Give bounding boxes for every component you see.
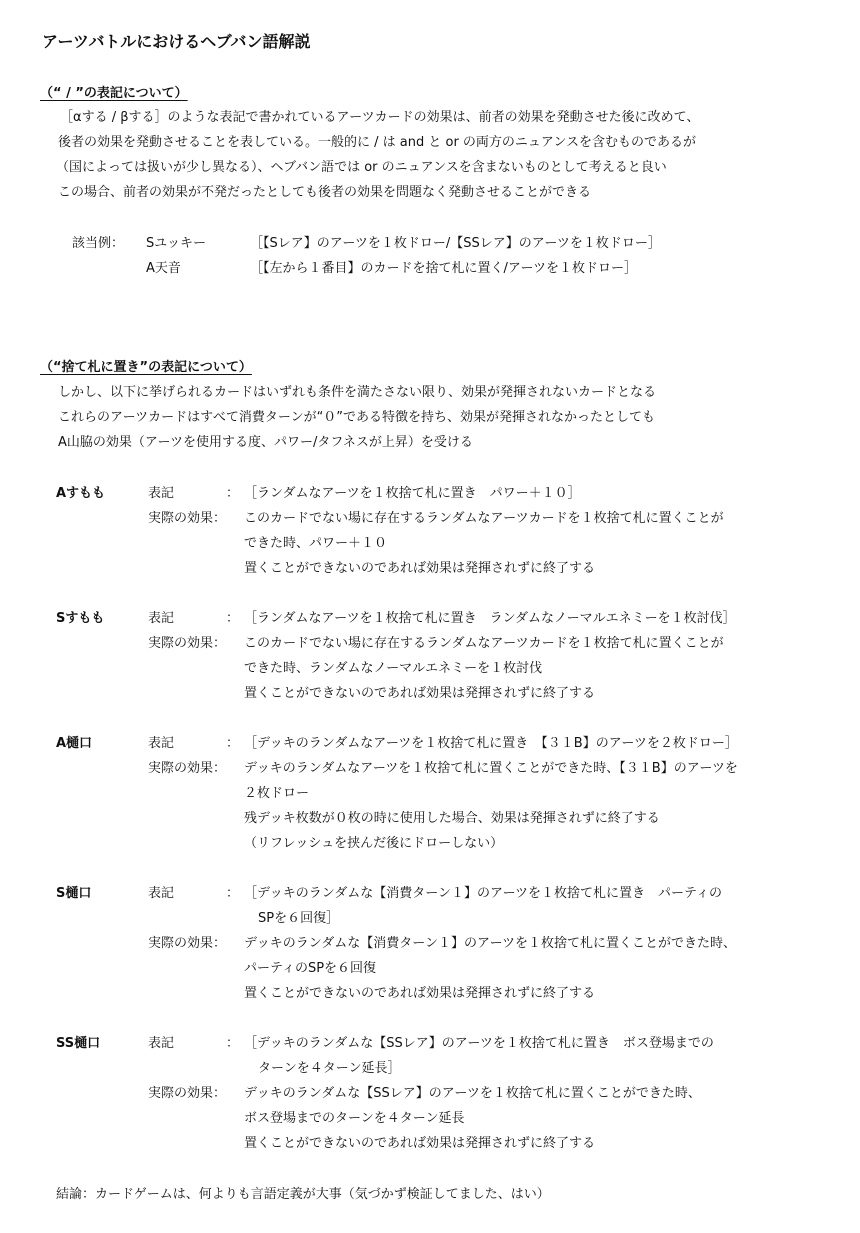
- effect-label: 実際の効果：: [148, 936, 227, 951]
- section-heading-discard: （“捨て札に置き”の表記について）: [40, 360, 252, 375]
- notation-label: 表記: [148, 611, 175, 626]
- paragraph-line: これらのアーツカードはすべて消費ターンが“０”である特徴を持ち、効果が発揮されなかったとしても: [58, 410, 656, 425]
- effect-label: 実際の効果：: [148, 1086, 227, 1101]
- card-effect: ボス登場までのターンを４ターン延長: [244, 1111, 465, 1126]
- card-name: Aすもも: [56, 486, 106, 501]
- notation-label: 表記: [148, 736, 175, 751]
- card-effect: デッキのランダムなアーツを１枚捨て札に置くことができた時、【３１B】のアーツを: [244, 761, 738, 776]
- paragraph-line: ［αする / βする］のような表記で書かれているアーツカードの効果は、前者の効果を発動させた後に改めて、: [60, 110, 700, 125]
- paragraph-line: この場合、前者の効果が不発だったとしても後者の効果を問題なく発動させることができる: [58, 185, 592, 200]
- card-effect: 置くことができないのであれば効果は発揮されずに終了する: [244, 986, 596, 1001]
- page-title: アーツバトルにおけるヘブバン語解説: [42, 32, 311, 51]
- card-notation: ［ランダムなアーツを１枚捨て札に置き パワー＋１０］: [244, 486, 581, 501]
- conclusion: 結論：カードゲームは、何よりも言語定義が大事（気づかず検証してました、はい）: [56, 1187, 550, 1202]
- notation-label: 表記: [148, 886, 175, 901]
- notation-colon: ：: [226, 736, 240, 751]
- card-notation: SPを６回復］: [258, 911, 340, 926]
- card-notation: ［デッキのランダムなアーツを１枚捨て札に置き 【３１B】のアーツを２枚ドロー］: [244, 736, 738, 751]
- example-text: ［【左から１番目】のカードを捨て札に置く/アーツを１枚ドロー］: [250, 261, 637, 276]
- card-notation: ［ランダムなアーツを１枚捨て札に置き ランダムなノーマルエネミーを１枚討伐］: [244, 611, 736, 626]
- card-effect: 置くことができないのであれば効果は発揮されずに終了する: [244, 1136, 596, 1151]
- notation-colon: ：: [226, 611, 240, 626]
- paragraph-line: A山脇の効果（アーツを使用する度、パワー/タフネスが上昇）を受ける: [58, 435, 473, 450]
- card-effect: ２枚ドロー: [244, 786, 310, 801]
- notation-label: 表記: [148, 1036, 175, 1051]
- card-notation: ［デッキのランダムな【SSレア】のアーツを１枚捨て札に置き ボス登場までの: [244, 1036, 714, 1051]
- card-effect: パーティのSPを６回復: [244, 961, 377, 976]
- effect-label: 実際の効果：: [148, 761, 227, 776]
- card-name: A樋口: [56, 736, 93, 751]
- card-name: Sすもも: [56, 611, 105, 626]
- notation-colon: ：: [226, 1036, 240, 1051]
- card-effect: できた時、パワー＋１０: [244, 536, 388, 551]
- card-notation: ターンを４ターン延長］: [258, 1061, 401, 1076]
- examples-label: 該当例：: [72, 236, 125, 251]
- card-effect: デッキのランダムな【SSレア】のアーツを１枚捨て札に置くことができた時、: [244, 1086, 701, 1101]
- card-effect: このカードでない場に存在するランダムなアーツカードを１枚捨て札に置くことが: [244, 636, 724, 651]
- card-notation: ［デッキのランダムな【消費ターン１】のアーツを１枚捨て札に置き パーティの: [244, 886, 723, 901]
- paragraph-line: しかし、以下に挙げられるカードはいずれも条件を満たさない限り、効果が発揮されないカードとなる: [58, 385, 657, 400]
- effect-label: 実際の効果：: [148, 636, 227, 651]
- card-effect: 置くことができないのであれば効果は発揮されずに終了する: [244, 561, 596, 576]
- notation-colon: ：: [226, 486, 240, 501]
- card-name: SS樋口: [56, 1036, 101, 1051]
- card-name: S樋口: [56, 886, 92, 901]
- effect-label: 実際の効果：: [148, 511, 227, 526]
- card-effect: デッキのランダムな【消費ターン１】のアーツを１枚捨て札に置くことができた時、: [244, 936, 737, 951]
- card-effect: 置くことができないのであれば効果は発揮されずに終了する: [244, 686, 596, 701]
- example-name: A天音: [146, 261, 181, 276]
- notation-colon: ：: [226, 886, 240, 901]
- card-effect: 残デッキ枚数が０枚の時に使用した場合、効果は発揮されずに終了する: [244, 811, 660, 826]
- card-effect: このカードでない場に存在するランダムなアーツカードを１枚捨て札に置くことが: [244, 511, 724, 526]
- notation-label: 表記: [148, 486, 175, 501]
- card-effect: （リフレッシュを挟んだ後にドローしない）: [244, 836, 504, 851]
- example-name: Sユッキー: [146, 236, 206, 251]
- section-heading-slash: （“ / ”の表記について）: [40, 86, 188, 101]
- example-text: ［【Sレア】のアーツを１枚ドロー/【SSレア】のアーツを１枚ドロー］: [250, 236, 661, 251]
- paragraph-line: （国によっては扱いが少し異なる）、ヘブバン語では or のニュアンスを含まないものとして考えると良い: [56, 160, 667, 175]
- card-effect: できた時、ランダムなノーマルエネミーを１枚討伐: [244, 661, 543, 676]
- paragraph-line: 後者の効果を発動させることを表している。一般的に / は and と or の両方のニュアンスを含むものであるが: [58, 135, 697, 150]
